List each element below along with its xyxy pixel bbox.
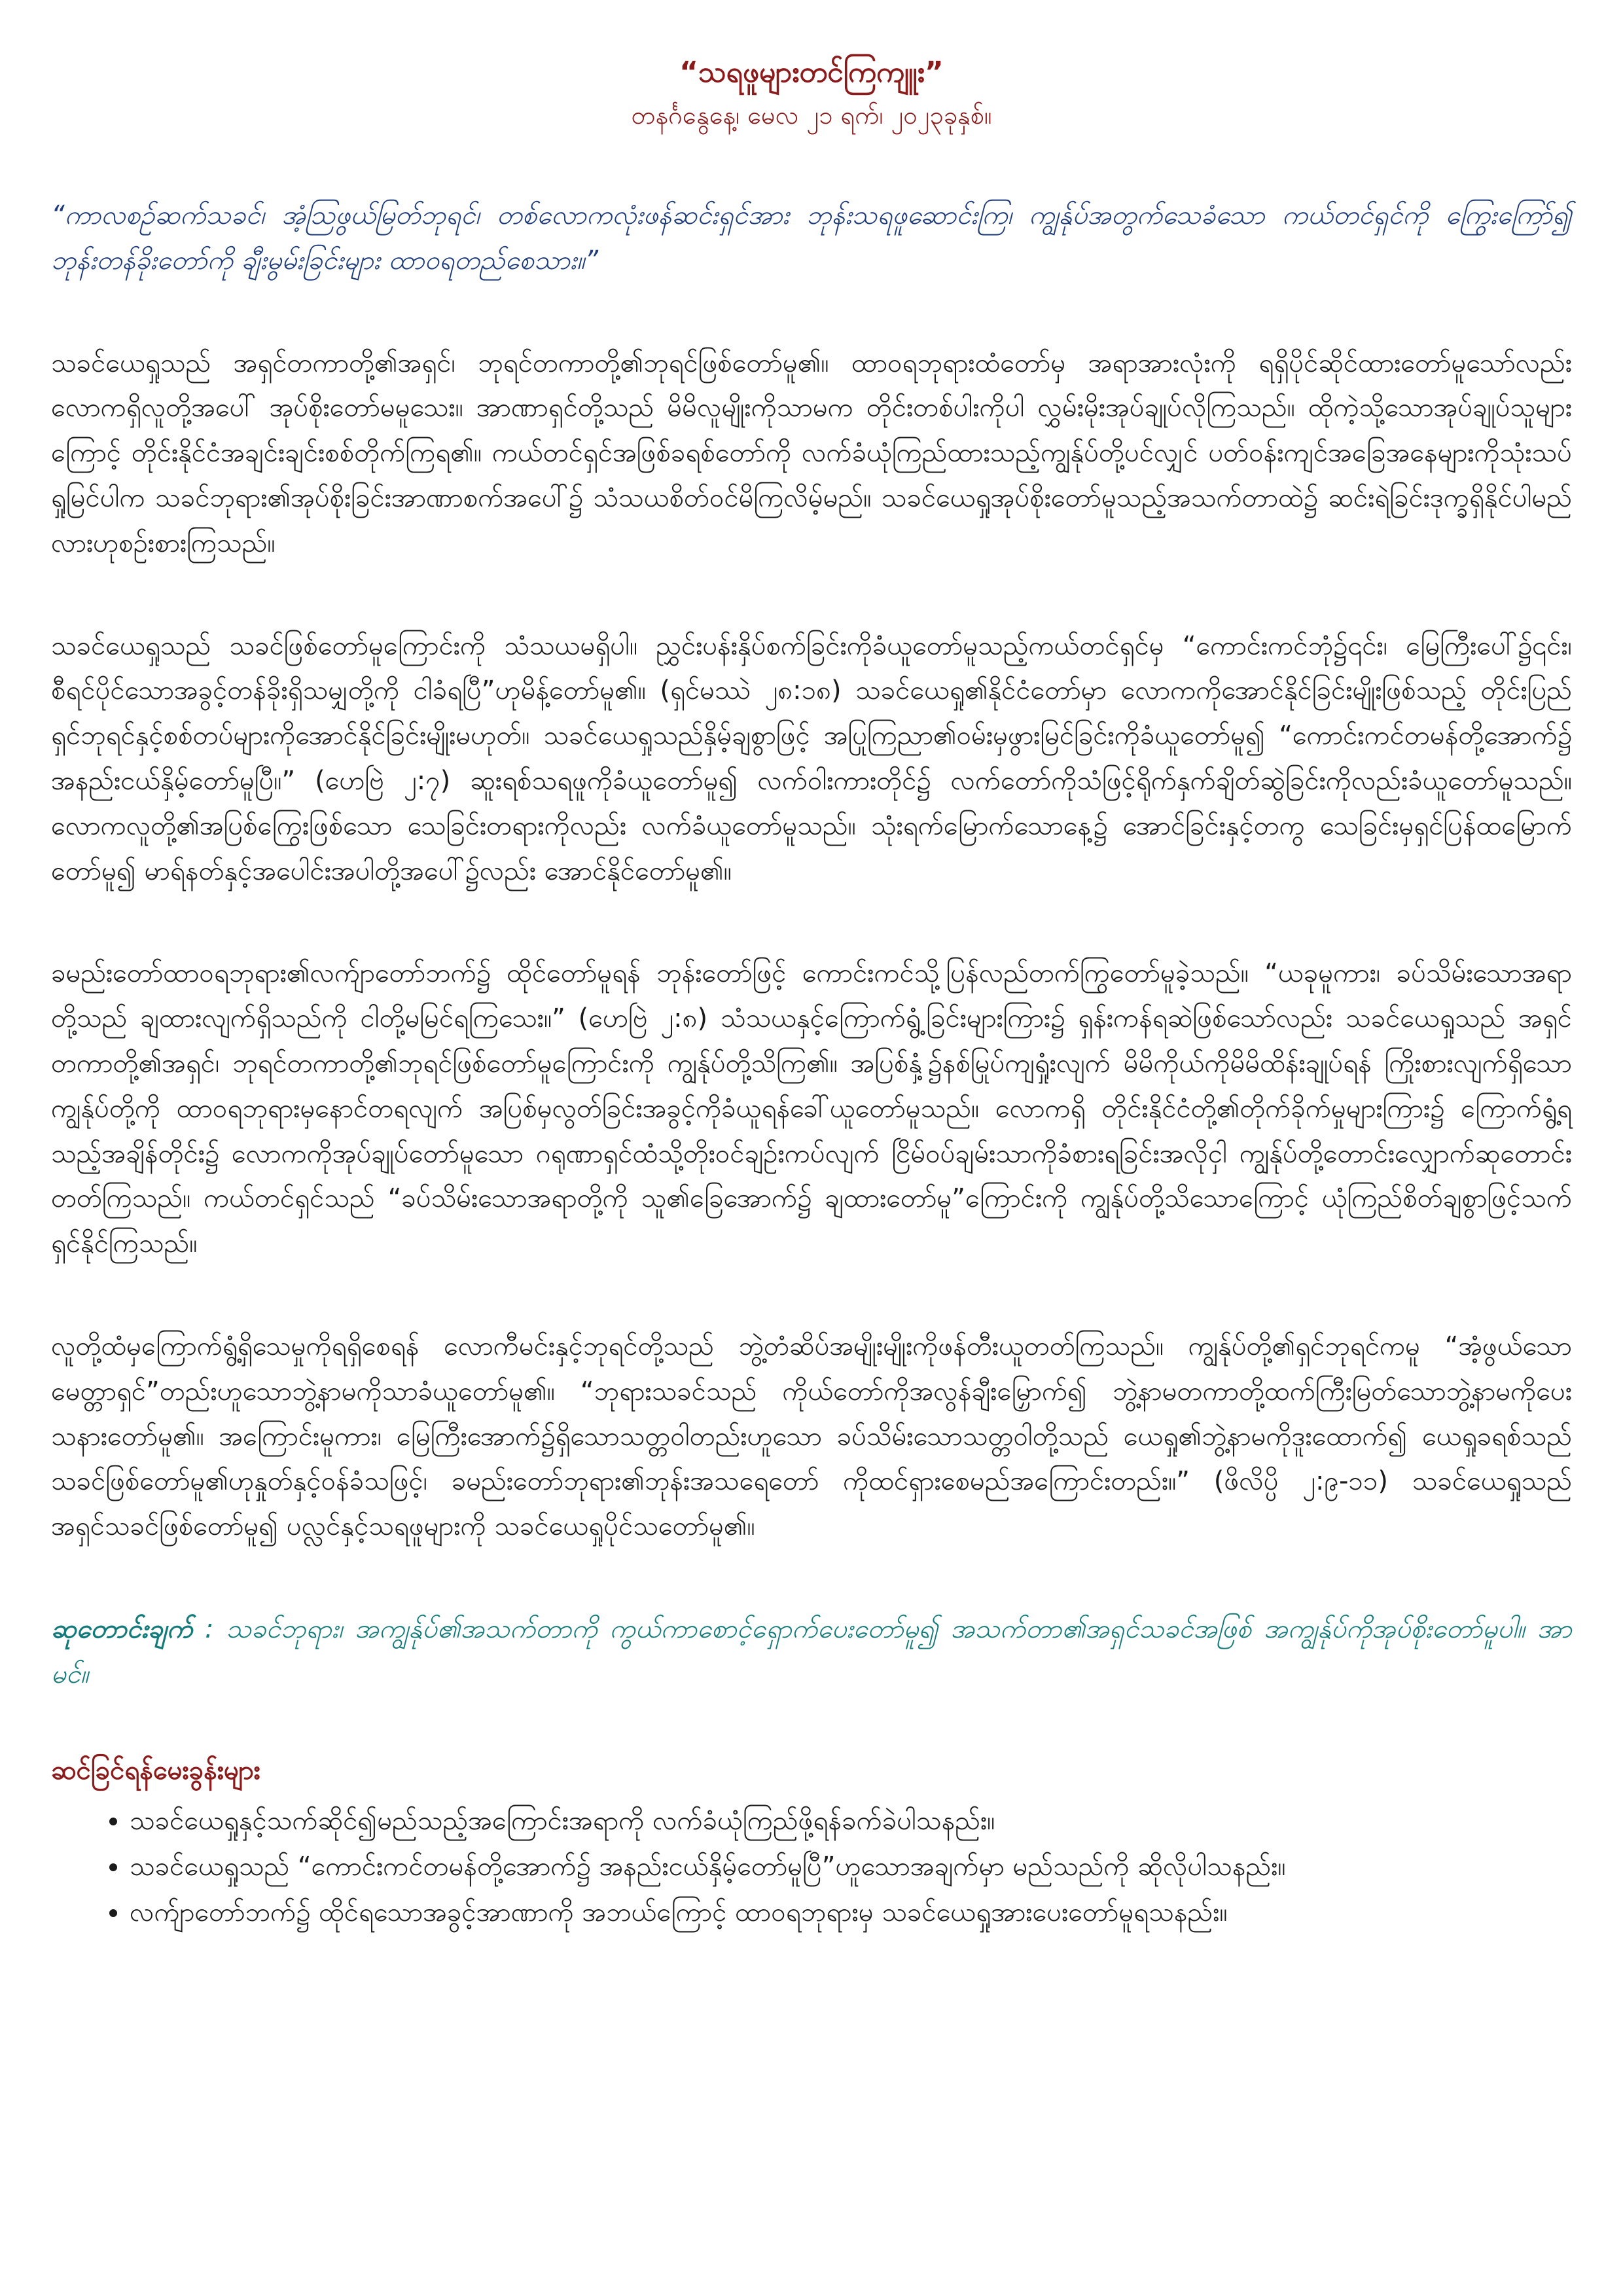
body-paragraph-4: လူတို့ထံမှကြောက်ရွံ့ရှိသေမှုကိုရရှိစေရန် လောကီမင်းနှင့်ဘုရင်တို့သည် ဘွဲ့တံဆိပ်အမျိုးမျိုးကိုဖန်တီးယူတတ်ကြသည်။ ကျွန်ုပ်တို့၏ရှင်ဘုရင်ကမူ “အံ့ဖွယ်သောမေတ္တာရှင်”တည်းဟူသောဘွဲ့နာမကိုသာခံယူတော်မူ၏။ “ဘုရားသခင်သည် ကိုယ်တော်ကိုအလွန်ချီးမြှောက်၍ ဘွဲ့နာမတကာတို့ထက်ကြီးမြတ်သောဘွဲ့နာမကိုပေးသနားတော်မူ၏။ အကြောင်းမူကား၊ မြေကြီးအောက်၌ရှိသောသတ္တဝါတည်းဟူသော ခပ်သိမ်းသောသတ္တဝါတို့သည် ယေရှု၏ဘွဲ့နာမကိုဒူးထောက်၍ ယေရှုခရစ်သည်သခင်ဖြစ်တော်မူ၏ဟုနှုတ်နှင့်ဝန်ခံသဖြင့်၊ ခမည်းတော်ဘုရား၏ဘုန်းအသရေတော် ကိုထင်ရှားစေမည်အကြောင်းတည်း။” (ဖိလိပ္ပိ ၂:၉-၁၁) သခင်ယေရှုသည် အရှင်သခင်ဖြစ်တော်မူ၍ ပလ္လင်နှင့်သရဖူများကို သခင်ယေရှုပိုင်သတော်မူ၏။ [51,1331,1572,1542]
document-header [51,51,1572,134]
body-paragraph-2: သခင်ယေရှုသည် သခင်ဖြစ်တော်မူကြောင်းကို သံသယမရှိပါ။ ညွှင်းပန်းနှိပ်စက်ခြင်းကိုခံယူတော်မူသည့်ကယ်တင်ရှင်မှ “ကောင်းကင်ဘုံ၌၎င်း၊ မြေကြီးပေါ်၌၎င်း၊ စီရင်ပိုင်သောအခွင့်တန်ခိုးရှိသမျှတို့ကို ငါခံရပြီ”ဟုမိန့်တော်မူ၏။ (ရှင်မဿဲ ၂၈:၁၈) သခင်ယေရှု၏နိုင်ငံတော်မှာ လောကကိုအောင်နိုင်ခြင်းမျိုးဖြစ်သည့် တိုင်းပြည်ရှင်ဘုရင်နှင့်စစ်တပ်များကိုအောင်နိုင်ခြင်းမျိုးမဟုတ်။ သခင်ယေရှုသည်နှိမ့်ချစွာဖြင့် အပြုကြညာ၏ဝမ်းမှဖွားမြင်ခြင်းကိုခံယူတော်မူ၍ “ကောင်းကင်တမန်တို့အောက်၌ အနည်းငယ်နှိမ့်တော်မူပြီ။” (ဟေဗြဲ ၂:၇) ဆူးရစ်သရဖူကိုခံယူတော်မူ၍ လက်ဝါးကားတိုင်၌ လက်တော်ကိုသံဖြင့်ရိုက်နှက်ချိတ်ဆွဲခြင်းကိုလည်းခံယူတော်မူသည်။ လောကလူတို့၏အပြစ်ကြွေးဖြစ်သော သေခြင်းတရားကိုလည်း လက်ခံယူတော်မူသည်။ သုံးရက်မြောက်သောနေ့၌ အောင်ခြင်းနှင့်တကွ သေခြင်းမှရှင်ပြန်ထမြောက်တော်မူ၍ မာရ်နတ်နှင့်အပေါင်းအပါတို့အပေါ်၌လည်း အောင်နိုင်တော်မူ၏။ [51,630,1572,886]
devotional-page [51,51,1572,2245]
document-date: တနင်္ဂနွေနေ့၊ မေလ ၂၁ ရက်၊ ၂၀၂၃ခုနှစ်။ [631,101,992,130]
document-title: “သရဖူများတင်ကြကျူး” [679,56,944,89]
body-paragraph-3: ခမည်းတော်ထာဝရဘုရား၏လက်ျာတော်ဘက်၌ ထိုင်တော်မူရန် ဘုန်းတော်ဖြင့် ကောင်းကင်သို့ပြန်လည်တက်ကြွတော်မူခဲ့သည်။ “ယခုမူကား၊ ခပ်သိမ်းသောအရာတို့သည် ချထားလျက်ရှိသည်ကို ငါတို့မမြင်ရကြသေး။” (ဟေဗြဲ ၂:၈) သံသယနှင့်ကြောက်ရွံ့ခြင်းများကြား၌ ရှန်းကန်ရဆဲဖြစ်သော်လည်း သခင်ယေရှုသည် အရှင်တကာတို့၏အရှင်၊ ဘုရင်တကာတို့၏ဘုရင်ဖြစ်တော်မူကြောင်းကို ကျွန်ုပ်တို့သိကြ၏။ အပြစ်နှံ့၌နစ်မြုပ်ကျရှုံးလျက် မိမိကိုယ်ကိုမိမိထိန်းချုပ်ရန် ကြိုးစားလျက်ရှိသောကျွန်ုပ်တို့ကို ထာဝရဘုရားမှနောင်တရလျက် အပြစ်မှလွတ်ခြင်းအခွင့်ကိုခံယူရန်ခေါ်ယူတော်မူသည်။ လောကရှိ တိုင်းနိုင်ငံတို့၏တိုက်ခိုက်မှုများကြား၌ ကြောက်ရွံ့ရသည့်အချိန်တိုင်း၌ လောကကိုအုပ်ချုပ်တော်မူသော ဂရုဏာရှင်ထံသို့တိုးဝင်ချဉ်းကပ်လျက် ငြိမ်ဝပ်ချမ်းသာကိုခံစားရခြင်းအလိုငှါ ကျွန်ုပ်တို့တောင်းလျှောက်ဆုတောင်းတတ်ကြသည်။ ကယ်တင်ရှင်သည် “ခပ်သိမ်းသောအရာတို့ကို သူ၏ခြေအောက်၌ ချထားတော်မူ”ကြောင်းကို ကျွန်ုပ်တို့သိသောကြောင့် ယုံကြည်စိတ်ချစွာဖြင့်သက်ရှင်နိုင်ကြသည်။ [51,958,1572,1259]
questions-list [51,1798,1572,1935]
question-item: • သခင်ယေရှုသည် “ကောင်းကင်တမန်တို့အောက်၌ အနည်းငယ်နှိမ့်တော်မူပြီ”ဟူသောအချက်မှာ မည်သည်ကို ဆိုလိုပါသနည်း။ [130,1844,1572,1890]
question-item: • လက်ျာတော်ဘက်၌ ထိုင်ရသောအခွင့်အာဏာကို အဘယ်ကြောင့် ထာဝရဘုရားမှ သခင်ယေရှုအားပေးတော်မူရသနည်း။ [130,1890,1572,1935]
prayer-label: ဆုတောင်းချက် [51,1613,193,1644]
prayer-text: သခင်ဘုရား၊ အကျွန်ုပ်၏အသက်တာကို ကွယ်ကာစောင့်ရှောက်ပေးတော်မူ၍ အသက်တာ၏အရှင်သခင်အဖြစ် အကျွန်ုပ်ကိုအုပ်စိုးတော်မူပါ။ အာမင်။ [51,1613,1572,1689]
prayer-block [51,1607,1572,1697]
prayer-separator: : [192,1613,226,1644]
body-paragraph-1: သခင်ယေရှုသည် အရှင်တကာတို့၏အရှင်၊ ဘုရင်တကာတို့၏ဘုရင်ဖြစ်တော်မူ၏။ ထာဝရဘုရားထံတော်မှ အရာအားလုံးကို ရရှိပိုင်ဆိုင်ထားတော်မူသော်လည်း လောကရှိလူတို့အပေါ် အုပ်စိုးတော်မမူသေး။ အာဏာရှင်တို့သည် မိမိလူမျိုးကိုသာမက တိုင်းတစ်ပါးကိုပါ လွှမ်းမိုးအုပ်ချုပ်လိုကြသည်။ ထိုကဲ့သို့သောအုပ်ချုပ်သူများကြောင့် တိုင်းနိုင်ငံအချင်းချင်းစစ်တိုက်ကြရ၏။ ကယ်တင်ရှင်အဖြစ်ခရစ်တော်ကို လက်ခံယုံကြည်ထားသည့်ကျွန်ုပ်တို့ပင်လျှင် ပတ်ဝန်းကျင်အခြေအနေများကိုသုံးသပ်ရှုမြင်ပါက သခင်ဘုရား၏အုပ်စိုးခြင်းအာဏာစက်အပေါ်၌ သံသယစိတ်ဝင်မိကြလိမ့်မည်။ သခင်ယေရှုအုပ်စိုးတော်မူသည့်အသက်တာထဲ၌ ဆင်းရဲခြင်းဒုက္ခရှိနိုင်ပါမည်လားဟုစဉ်းစားကြသည်။ [51,348,1572,558]
questions-heading: ဆင်ခြင်ရန်မေးခွန်းများ [51,1755,260,1785]
question-item: • သခင်ယေရှုနှင့်သက်ဆိုင်၍မည်သည့်အကြောင်းအရာကို လက်ခံယုံကြည်ဖို့ရန်ခက်ခဲပါသနည်း။ [130,1798,1572,1844]
opening-verse: “ကာလစဉ်ဆက်သခင်၊ အံ့ဩဖွယ်မြတ်ဘုရင်၊ တစ်လောကလုံးဖန်ဆင်းရှင်အား ဘုန်းသရဖူဆောင်းကြ၊ ကျွန်ုပ်အတွက်သေခံသော ကယ်တင်ရှင်ကို ကြွေးကြော်၍ ဘုန်းတန်ခိုးတော်ကို ချီးမွမ်းခြင်းများ ထာဝရတည်စေသား။” [51,200,1572,276]
